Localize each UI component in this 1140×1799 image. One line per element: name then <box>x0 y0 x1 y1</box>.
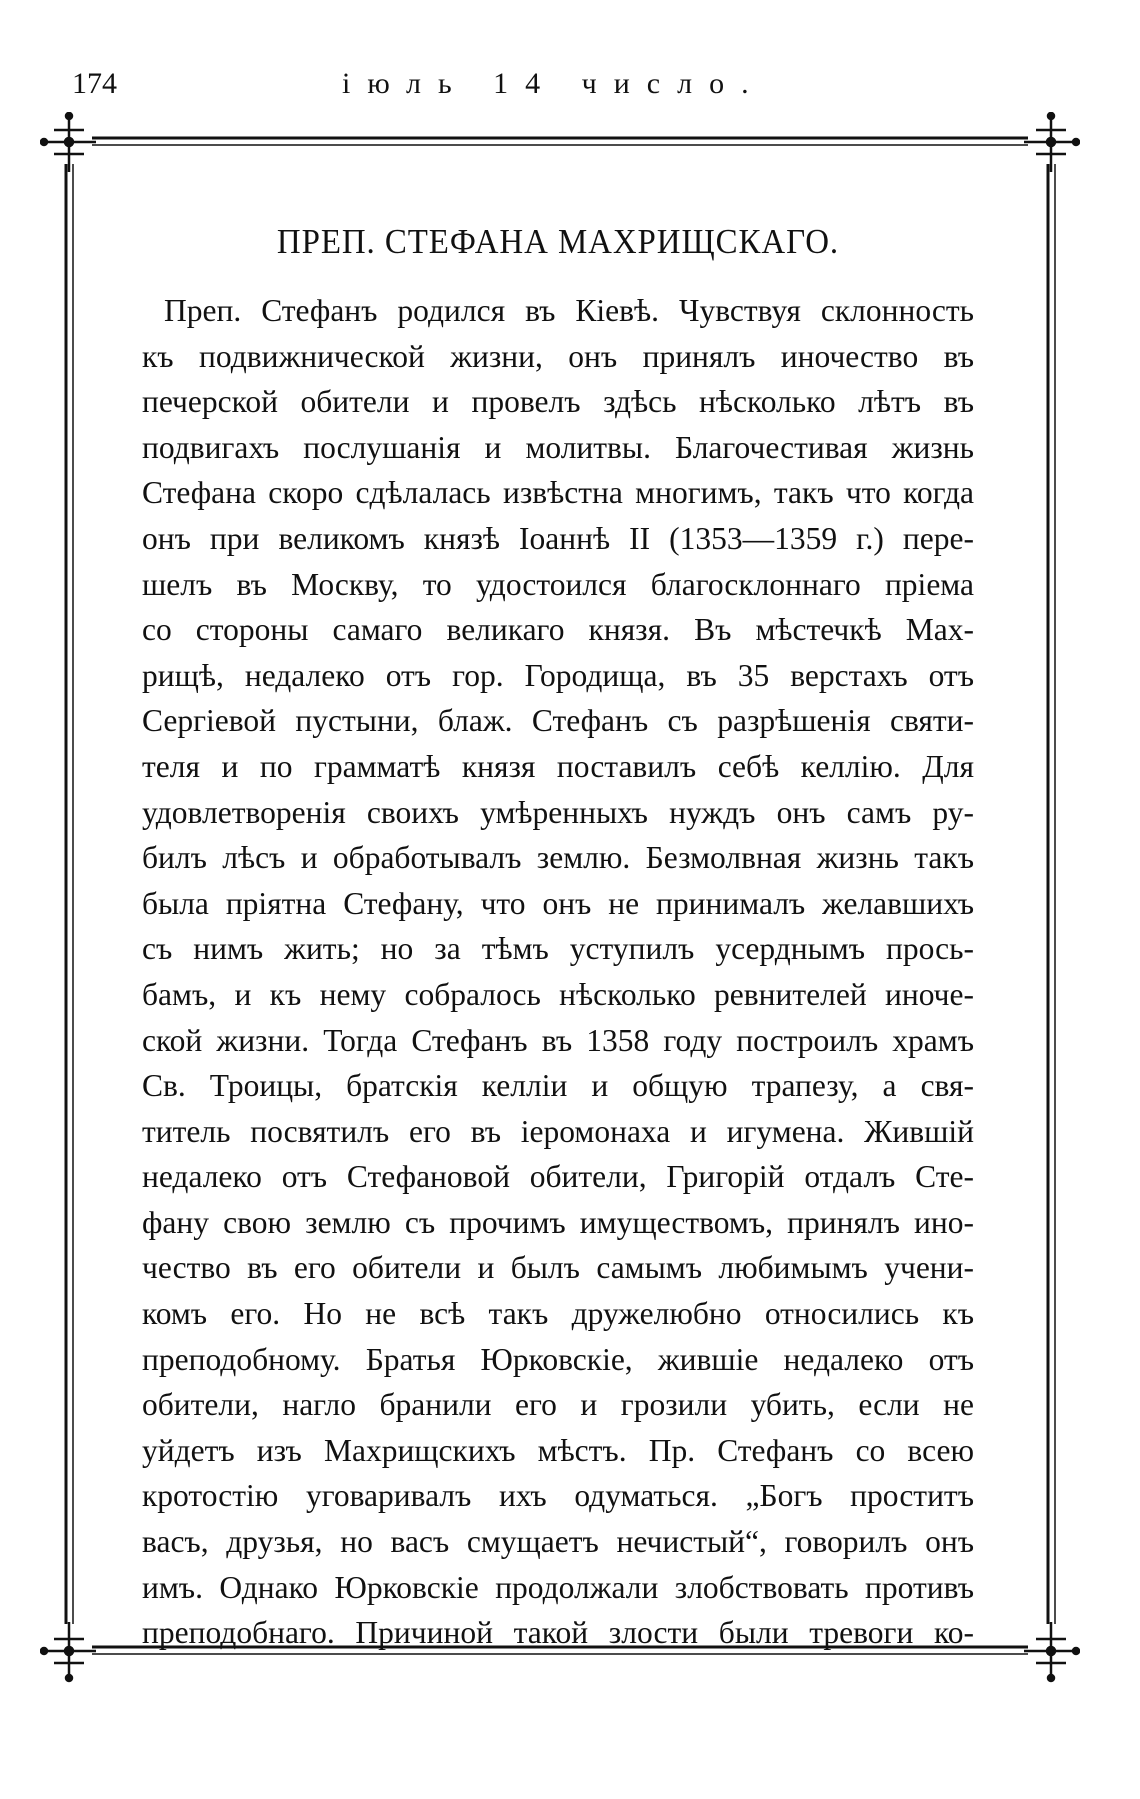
text-line: имъ. Однако Юрковскіе продолжали злобствовать противъ <box>142 1569 974 1605</box>
section-title: ПРЕП. СТЕФАНА МАХРИЩСКАГО. <box>276 222 840 261</box>
corner-ornament-top-right <box>1024 113 1080 172</box>
text-line: титель посвятилъ его въ іеромонаха и игумена. Жившій <box>142 1113 974 1149</box>
text-line: ской жизни. Тогда Стефанъ въ 1358 году построилъ храмъ <box>142 1022 974 1058</box>
text-line: кротостію уговаривалъ ихъ одуматься. „Богъ проститъ <box>142 1478 974 1514</box>
text-line: фану свою землю съ прочимъ имуществомъ, принялъ ино- <box>142 1204 974 1240</box>
corner-ornament-bottom-left <box>40 1622 96 1681</box>
text-line: подвигахъ послушанія и молитвы. Благочестивая жизнь <box>142 429 974 465</box>
text-line: печерской обители и провелъ здѣсь нѣсколько лѣтъ въ <box>142 384 974 420</box>
text-line: онъ при великомъ князѣ Іоаннѣ II (1353—1359 г.) пере- <box>142 520 974 556</box>
text-line: комъ его. Но не всѣ такъ дружелюбно относились къ <box>142 1296 974 1332</box>
body-paragraph <box>142 288 974 1656</box>
text-line: съ нимъ жить; но за тѣмъ уступилъ усерднымъ прось- <box>142 931 974 967</box>
text-line: шелъ въ Москву, то удостоился благосклоннаго пріема <box>142 566 974 602</box>
text-line: уйдетъ изъ Махрищскихъ мѣстъ. Пр. Стефанъ со всею <box>142 1432 974 1468</box>
text-line: теля и по грамматѣ князя поставилъ себѣ келлію. Для <box>142 748 974 784</box>
text-line: преподобнаго. Причиной такой злости были тревоги ко- <box>142 1615 974 1651</box>
page-content <box>142 218 974 1656</box>
corner-ornament-top-left <box>40 113 96 172</box>
corner-ornament-bottom-right <box>1024 1622 1080 1681</box>
text-line: бамъ, и къ нему собралось нѣсколько ревнителей иноче- <box>142 976 974 1012</box>
text-line: была пріятна Стефану, что онъ не принималъ желавшихъ <box>142 885 974 921</box>
page-number: 174 <box>72 67 117 100</box>
text-line: билъ лѣсъ и обработывалъ землю. Безмолвная жизнь такъ <box>142 840 974 876</box>
text-line: Стефана скоро сдѣлалась извѣстна многимъ, такъ что когда <box>142 475 974 511</box>
text-line: рищѣ, недалеко отъ гор. Городища, въ 35 верстахъ отъ <box>142 657 974 693</box>
text-line: преподобному. Братья Юрковскіе, жившіе недалеко отъ <box>142 1341 974 1377</box>
text-line: Св. Троицы, братскія келліи и общую трапезу, а свя- <box>142 1068 974 1104</box>
text-line: недалеко отъ Стефановой обители, Григорій отдалъ Сте- <box>142 1159 974 1195</box>
running-title: іюль 14 число. <box>342 67 766 100</box>
text-line: обители, нагло бранили его и грозили убить, если не <box>142 1387 974 1423</box>
text-line: Сергіевой пустыни, блаж. Стефанъ съ разрѣшенія святи- <box>142 703 974 739</box>
text-line: удовлетворенія своихъ умѣренныхъ нуждъ онъ самъ ру- <box>142 794 974 830</box>
text-line: чество въ его обители и былъ самымъ любимымъ учени- <box>142 1250 974 1286</box>
text-line: къ подвижнической жизни, онъ принялъ иночество въ <box>142 338 974 374</box>
text-line: васъ, друзья, но васъ смущаетъ нечистый“, говорилъ онъ <box>142 1524 974 1560</box>
running-head <box>72 64 1002 104</box>
text-line: со стороны самаго великаго князя. Въ мѣстечкѣ Мах- <box>142 612 974 648</box>
text-line: Преп. Стефанъ родился въ Кіевѣ. Чувствуя склонность <box>164 293 974 328</box>
